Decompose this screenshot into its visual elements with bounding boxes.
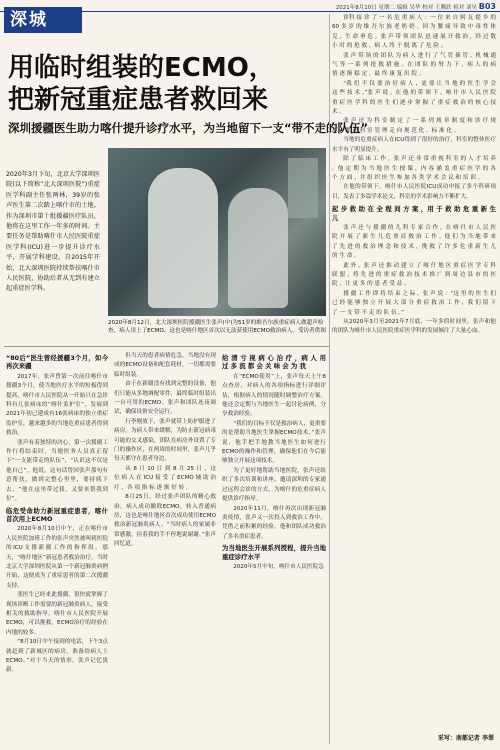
column-2-para-1: 但当天的患者病情危急，当地没有现成的ECMO设备和配套耗材，一切都需要临时组装。 xyxy=(114,353,216,378)
column-2-para-5: 8月25日，经过张声团队的精心救治，病人成功撤除ECMO，转入普通病房，这也是喀什地区首次成功使用ECMO救治新冠肺炎病人。“当时病人的家属非常感激，拉着我的手不停地说谢谢。”张声回忆道。 xyxy=(114,494,216,548)
photo-figure-doctor xyxy=(148,168,218,308)
column-2 xyxy=(114,352,216,550)
byline: 采写：南都记者 李翠 xyxy=(437,735,494,742)
right-para-4: 张 声 还 为 科 室 制 定 了 一 系 列 规 章 制 度 和 诊 疗 规 范 ，推 动 科 室 管 理 走 向 规 范 化 、标 准 化 。 xyxy=(332,118,496,134)
column-3-para-3: 为了更好地帮助当地医院，张声还组织了多次培训和讲座，邀请深圳的专家通过远程会诊的方式，为喀什的危重症病人提供诊疗指导。 xyxy=(222,467,326,503)
right-para-9: 此 外 ，张 声 还 推 动 建 立 了 喀 什 地 区 重 症 医 学 专 科 联 盟 ，将 先 进 的 重 症 救 治 技 术 推 广 到 周 边 县 市 的 医 院 ，让 更 多 的 患 者 受 益 。 xyxy=(332,262,496,288)
column-1 xyxy=(6,352,108,676)
column-1-para-4: 张医生已经来此援疆，很快就掌握了现场诊断工作需要的新冠肺炎病人，接受相关的救助指导。喀什市人民医院开展ECMO，可以挽救，ECMO治疗的经验在内地的较多。 xyxy=(6,592,108,636)
column-3 xyxy=(222,352,326,572)
headline-line-1: 用临时组装的ECMO， xyxy=(8,53,275,83)
page-meta xyxy=(336,2,496,11)
issue-info: 2021年8月10日 星期二 编辑 吴华 校对 王腾跃 检对 刘昊 xyxy=(335,5,478,11)
photo-equipment xyxy=(288,158,318,218)
right-heading-1: 起 步 救 助 在 全 程 间 方 案 ，用 于 救 助 危 重 新 生 儿 xyxy=(332,205,496,222)
column-1-heading-1: “80后”医生曾经援疆3个月，如今再次来疆 xyxy=(6,354,108,371)
right-para-8: 张 声 还 与 援 疆 的 儿 科 专 家 合 作 ，在 喀 什 市 人 民 医 院 开 展 了 新 生 儿 危 重 症 救 治 工 作 。他 们 为 当 地 带 来 了 先 进 的 救 治 理 念 和 技 术 ，挽 救 了 许 多 危 重 新 生 儿 的 生 命 。 xyxy=(332,224,496,260)
right-para-5: 当地的危重症病人在ICU得到了很好的治疗，科室的整体医疗水平有了明显提升。 xyxy=(332,137,496,153)
column-divider xyxy=(329,14,330,744)
column-3-para-4: 2020年11月，喀什再次出现新冠肺炎疫情，张声又一次投入到救治工作中。凭借之前积累的经验，他和团队成功救治了多名重症患者。 xyxy=(222,505,326,540)
column-2-para-2: 由于在新疆没有找到完整的设备，他们只能从多地调配零件，最终临时组装出一台可用的ECMO。张声和团队连夜调试，确保设备安全运行。 xyxy=(114,381,216,416)
divider xyxy=(4,346,330,347)
headline xyxy=(8,52,318,116)
column-3-para-2: “我们的目标不仅是救治病人，更重要的是帮助当地医生掌握ECMO技术。”张声说，他手把手地教当地医生如何进行ECMO的操作和管理，确保他们在今后能够独立开展这项技术。 xyxy=(222,420,326,465)
right-para-11: 从2020年3月至2021年7月底，一年多的时间里，张声和他的团队为喀什市人民医院重症医学科的发展倾注了大量心血。 xyxy=(332,319,496,335)
article-photo xyxy=(108,148,326,316)
column-1-heading-2: 临危受命助力新冠重症患者，喀什首次用上ECMO xyxy=(6,506,108,523)
column-1-para-3: 2020年8月10日中午，正在喀什市人民医院加班工作的张声突然被叫到医院的ICU支援新疆工作的指挥组。那天，“喀什地区”新冠患者救治治疗。当时北京大学深圳医院从第一个新冠肺炎病例开始，这便成为了重症患者的第二次援疆支持。 xyxy=(6,526,108,589)
lede-paragraph: 2020年3月下旬，北京大学深圳医院(以下简称“北大深圳医院”)重症医学科副主任张两林，39岁的张声医生第二次踏上喀什市的土地。作为深圳市第十批援疆医疗队员，他将在这里工作一年多的时间。主要任务是帮助喀什市人民医院重症医学科(ICU)进一步提升诊疗水平，开展学科建设，自2015年开始，北大深圳医院持续帮扶喀什市人民医院，协助后者从无到有建立起重症医学科。 xyxy=(6,171,100,293)
headline-line-2: 把新冠重症患者救回来 xyxy=(8,85,269,115)
right-para-3: “我 们 不 仅 要 治 好 病 人 ，更 要 让 当 地 的 医 生 学 会 这 些 技 术 。”张 声 说 。在 他 的 带 领 下 ，喀 什 市 人 民 医 院 重 症 医 学 科 的 医 生 们 逐 步 掌 握 了 重 症 救 治 的 核 心 技 术 。 xyxy=(332,80,496,116)
right-para-10: 援 疆 工 作 即 将 结 束 之 际 ，张 声 说 ：“这 里 的 医 生 们 已 经 能 够 独 立 开 展 大 部 分 重 症 救 治 工 作 ，我 们 留 下 了 一 支 带 不 走 的 队 伍 。” xyxy=(332,290,496,316)
right-column xyxy=(332,14,496,337)
column-2-para-3: 行李刚放下，张声就带上防护服进了病房。为病人带来缓解，为防止新冠病毒可能的交叉感染，团队在病房外设置了专门的操作区，在两周的时间里，张声几乎每天都守在患者身边。 xyxy=(114,418,216,463)
column-3-para-1: 在“ECMO使用”上，张声每天上午8点查房，对病人的各项指标进行详细评估，根据病人的情况随时调整治疗方案。他还会定期与当地医生一起讨论病例，分享救治经验。 xyxy=(222,373,326,418)
column-3-para-5: 2020年5月中旬，喀什市人民医院急 xyxy=(233,563,324,570)
column-3-heading-2: 为当地医生开展系列授程，提升当地重症诊疗水平 xyxy=(222,544,326,561)
page-number: B03 xyxy=(478,2,496,11)
right-para-1: 诊科 接 诊 了 一 名 危 重 病 人 ：一 位 来 自 阿 瓦 提 乡 的 60 多 岁 的 维 吾 尔 族 老 奶 奶 。因 为 腰 痛 导 致 中 毒 性 休 克 ，生 命 垂 危 。张 声 带 领 团 队 迅 速 展 开 救 治 ，经 过 数 小 时 的 抢 救 ，病 人 终 于 脱 离 了 危 险 。 xyxy=(332,15,496,50)
subheadline: 深圳援疆医生助力喀什提升诊疗水平，为当地留下一支“带不走的队伍” xyxy=(8,121,369,135)
right-para-2: 张 声 带 领 的 团 队 为 病 人 进 行 了 气 管 插 管 、机 械 通 气 等 一 系 列 抢 救 措 施 。在 团 队 的 努 力 下 ，病 人 的 病 情 逐 渐 稳 定 ，最 终 康 复 出 院 。 xyxy=(332,52,496,78)
column-1-para-2: 张声有着独特的决心，第一次援疆工作行将结束时，当地医务人员真正留下“一支能带走的队伍”，“认识这不仅是他自己”。他说，这句话曾因张声那句有意帮扶，做到完整心里里，要持续下去，“他在这里带过我，又要来帮我到位”。 xyxy=(6,439,108,503)
photo-caption: 2020年8月12日，北大深圳医院援疆医生张声(中)为51岁的维吾尔族重症病人做超声检查，病人用上了ECMO，这也是喀什地区首次以无法获使用ECMO救治病人。受访者供图 xyxy=(108,320,326,334)
right-para-7: 在他的带领下，喀什市人民医院ICU成功申报了多个科研项目，发表了多篇学术论文，科室的学术影响力不断扩大。 xyxy=(332,184,496,200)
column-3-heading-1: 给 清 亏 视 病 心 治 疗 ，病 人 用 过 多 流 都 会 关 味 会 为 我 xyxy=(222,354,326,371)
column-2-para-4: 从 8 月 10 日 到 8 月 25 日 ，这 位 病 人 在 ICU 接 受 了 ECMO 辅 助 治 疗 ，各 项 指 标 逐 渐 好 转 。 xyxy=(114,465,216,491)
column-1-para-1: 2017年，张声曾第一次前往喀什市援疆3个月，使当地医疗水平的短板得到提高，喀什市人民医院从一开始只在急诊科有几张病床的“喀什监护室”，发展到2021年初已建成有16张病床的独立重症监护室，越来越多的当地危重症患者得到救治。 xyxy=(6,373,108,437)
photo-figure-nurse xyxy=(228,188,288,308)
right-para-6: 除 了 临 床 工 作 ，张 声 还 非 常 重 视 科 室 的 人 才 培 养 。他 定 期 为 当 地 医 生 授 课 ，内 容 涵 盖 重 症 医 学 的 各 个 方 面 ，并 组 织 医 生 参 加 各 类 学 术 会 议 和 培 训 。 xyxy=(332,156,496,181)
section-tag: 深城 xyxy=(4,7,82,33)
column-1-para-6: “8月10日中午接到的电话，下午3点就赶到了新城区的病房。准备给病人上ECMO。”对于当天的情形，张声记忆犹新。 xyxy=(6,639,108,674)
